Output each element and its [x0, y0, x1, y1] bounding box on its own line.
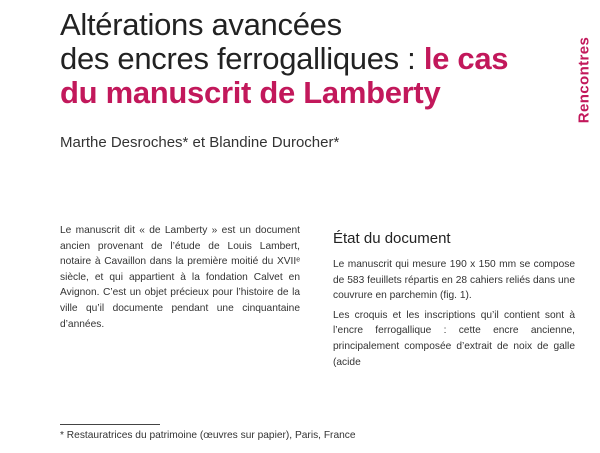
article-title [60, 8, 560, 110]
title-line-2 [60, 42, 560, 76]
footnote-divider [60, 424, 160, 425]
title-accent-2: du manuscrit de Lamberty [60, 75, 441, 110]
footnote: * Restauratrices du patrimoine (œuvres sur papier), Paris, France [60, 430, 356, 441]
section-heading: État du document [333, 230, 451, 247]
section-etat-du-document [333, 230, 575, 374]
section-paragraph-1: Le manuscrit qui mesure 190 x 150 mm se compose de 583 feuillets répartis en 28 cahiers reliés dans une couvrure en parchemin (fig. 1). [333, 259, 575, 302]
intro-paragraph: Le manuscrit dit « de Lamberty » est un document ancien provenant de l’étude de Louis Lambert, notaire à Cavaillon dans la première moitié du XVIIᵉ siècle, et qui appartient à la fondation Calvet en Avignon. C’est un objet précieux pour l’histoire de la ville qu’il documente pendant une cinquantaine d’années. [60, 225, 300, 330]
section-paragraph-2: Les croquis et les inscriptions qu’il contient sont à l’encre ferrogallique : cette encre ancienne, principalement composée d’extrait de noix de galle (acide [333, 309, 575, 368]
section-label-text: Rencontres [575, 36, 593, 124]
title-line-1: Altérations avancées [60, 7, 342, 42]
authors: Marthe Desroches* et Blandine Durocher* [60, 134, 340, 151]
section-label-vertical [571, 20, 597, 140]
title-accent-1: le cas [423, 41, 509, 76]
title-line-2-text: des encres ferrogalliques : [60, 41, 416, 76]
